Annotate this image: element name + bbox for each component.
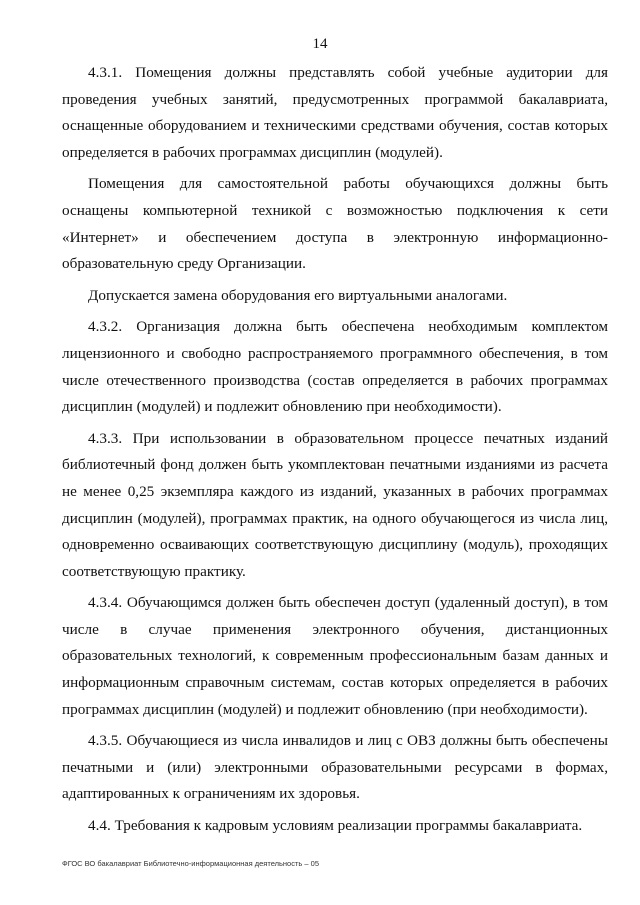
paragraph-4-4: 4.4. Требования к кадровым условиям реализации программы бакалавриата. [88, 817, 583, 835]
paragraph-4-3-2: 4.3.2. Организация должна быть обеспечена необходимым комплектом лицензионного и свободно распространяемого программного обеспечения, в том числе отечественного производства (состав определяется в рабочих программах дисциплин (модулей) и подлежит обновлению при необходимости). [62, 318, 608, 416]
document-body [62, 60, 608, 845]
paragraph-4-3-3: 4.3.3. При использовании в образовательном процессе печатных изданий библиотечный фонд должен быть укомплектован печатными изданиями из расчета не менее 0,25 экземпляра каждого из изданий, указанных в рабочих программах дисциплин (модулей), программах практик, на одного обучающегося из числа лиц, одновременно осваивающих соответствующую дисциплину (модуль), проходящих соответствующую практику. [62, 429, 608, 580]
paragraph-virtual-analogs: Допускается замена оборудования его виртуальными аналогами. [88, 286, 508, 304]
paragraph-4-3-1: 4.3.1. Помещения должны представлять собой учебные аудитории для проведения учебных занятий, предусмотренных программой бакалавриата, оснащенные оборудованием и техническими средствами обучения, состав которых определяется в рабочих программах дисциплин (модулей). [62, 64, 608, 161]
paragraph-4-3-5: 4.3.5. Обучающиеся из числа инвалидов и лиц с ОВЗ должны быть обеспечены печатными и (или) электронными образовательными ресурсами в формах, адаптированных к ограничениям их здоровья. [62, 732, 608, 803]
page-number: 14 [312, 36, 328, 52]
paragraph-4-3-4: 4.3.4. Обучающимся должен быть обеспечен доступ (удаленный доступ), в том числе в случае применения электронного обучения, дистанционных образовательных технологий, к современным профессиональным базам данных и информационным справочным системам, состав которых определяется в рабочих программах дисциплин (модулей) и подлежит обновлению (при необходимости). [62, 594, 608, 718]
page-footer: ФГОС ВО бакалавриат Библиотечно-информационная деятельность – 05 [62, 859, 319, 868]
paragraph-self-study-rooms: Помещения для самостоятельной работы обучающихся должны быть оснащены компьютерной техникой с возможностью подключения к сети «Интернет» и обеспечением доступа в электронную информационно-образовательную среду Организации. [62, 175, 608, 273]
